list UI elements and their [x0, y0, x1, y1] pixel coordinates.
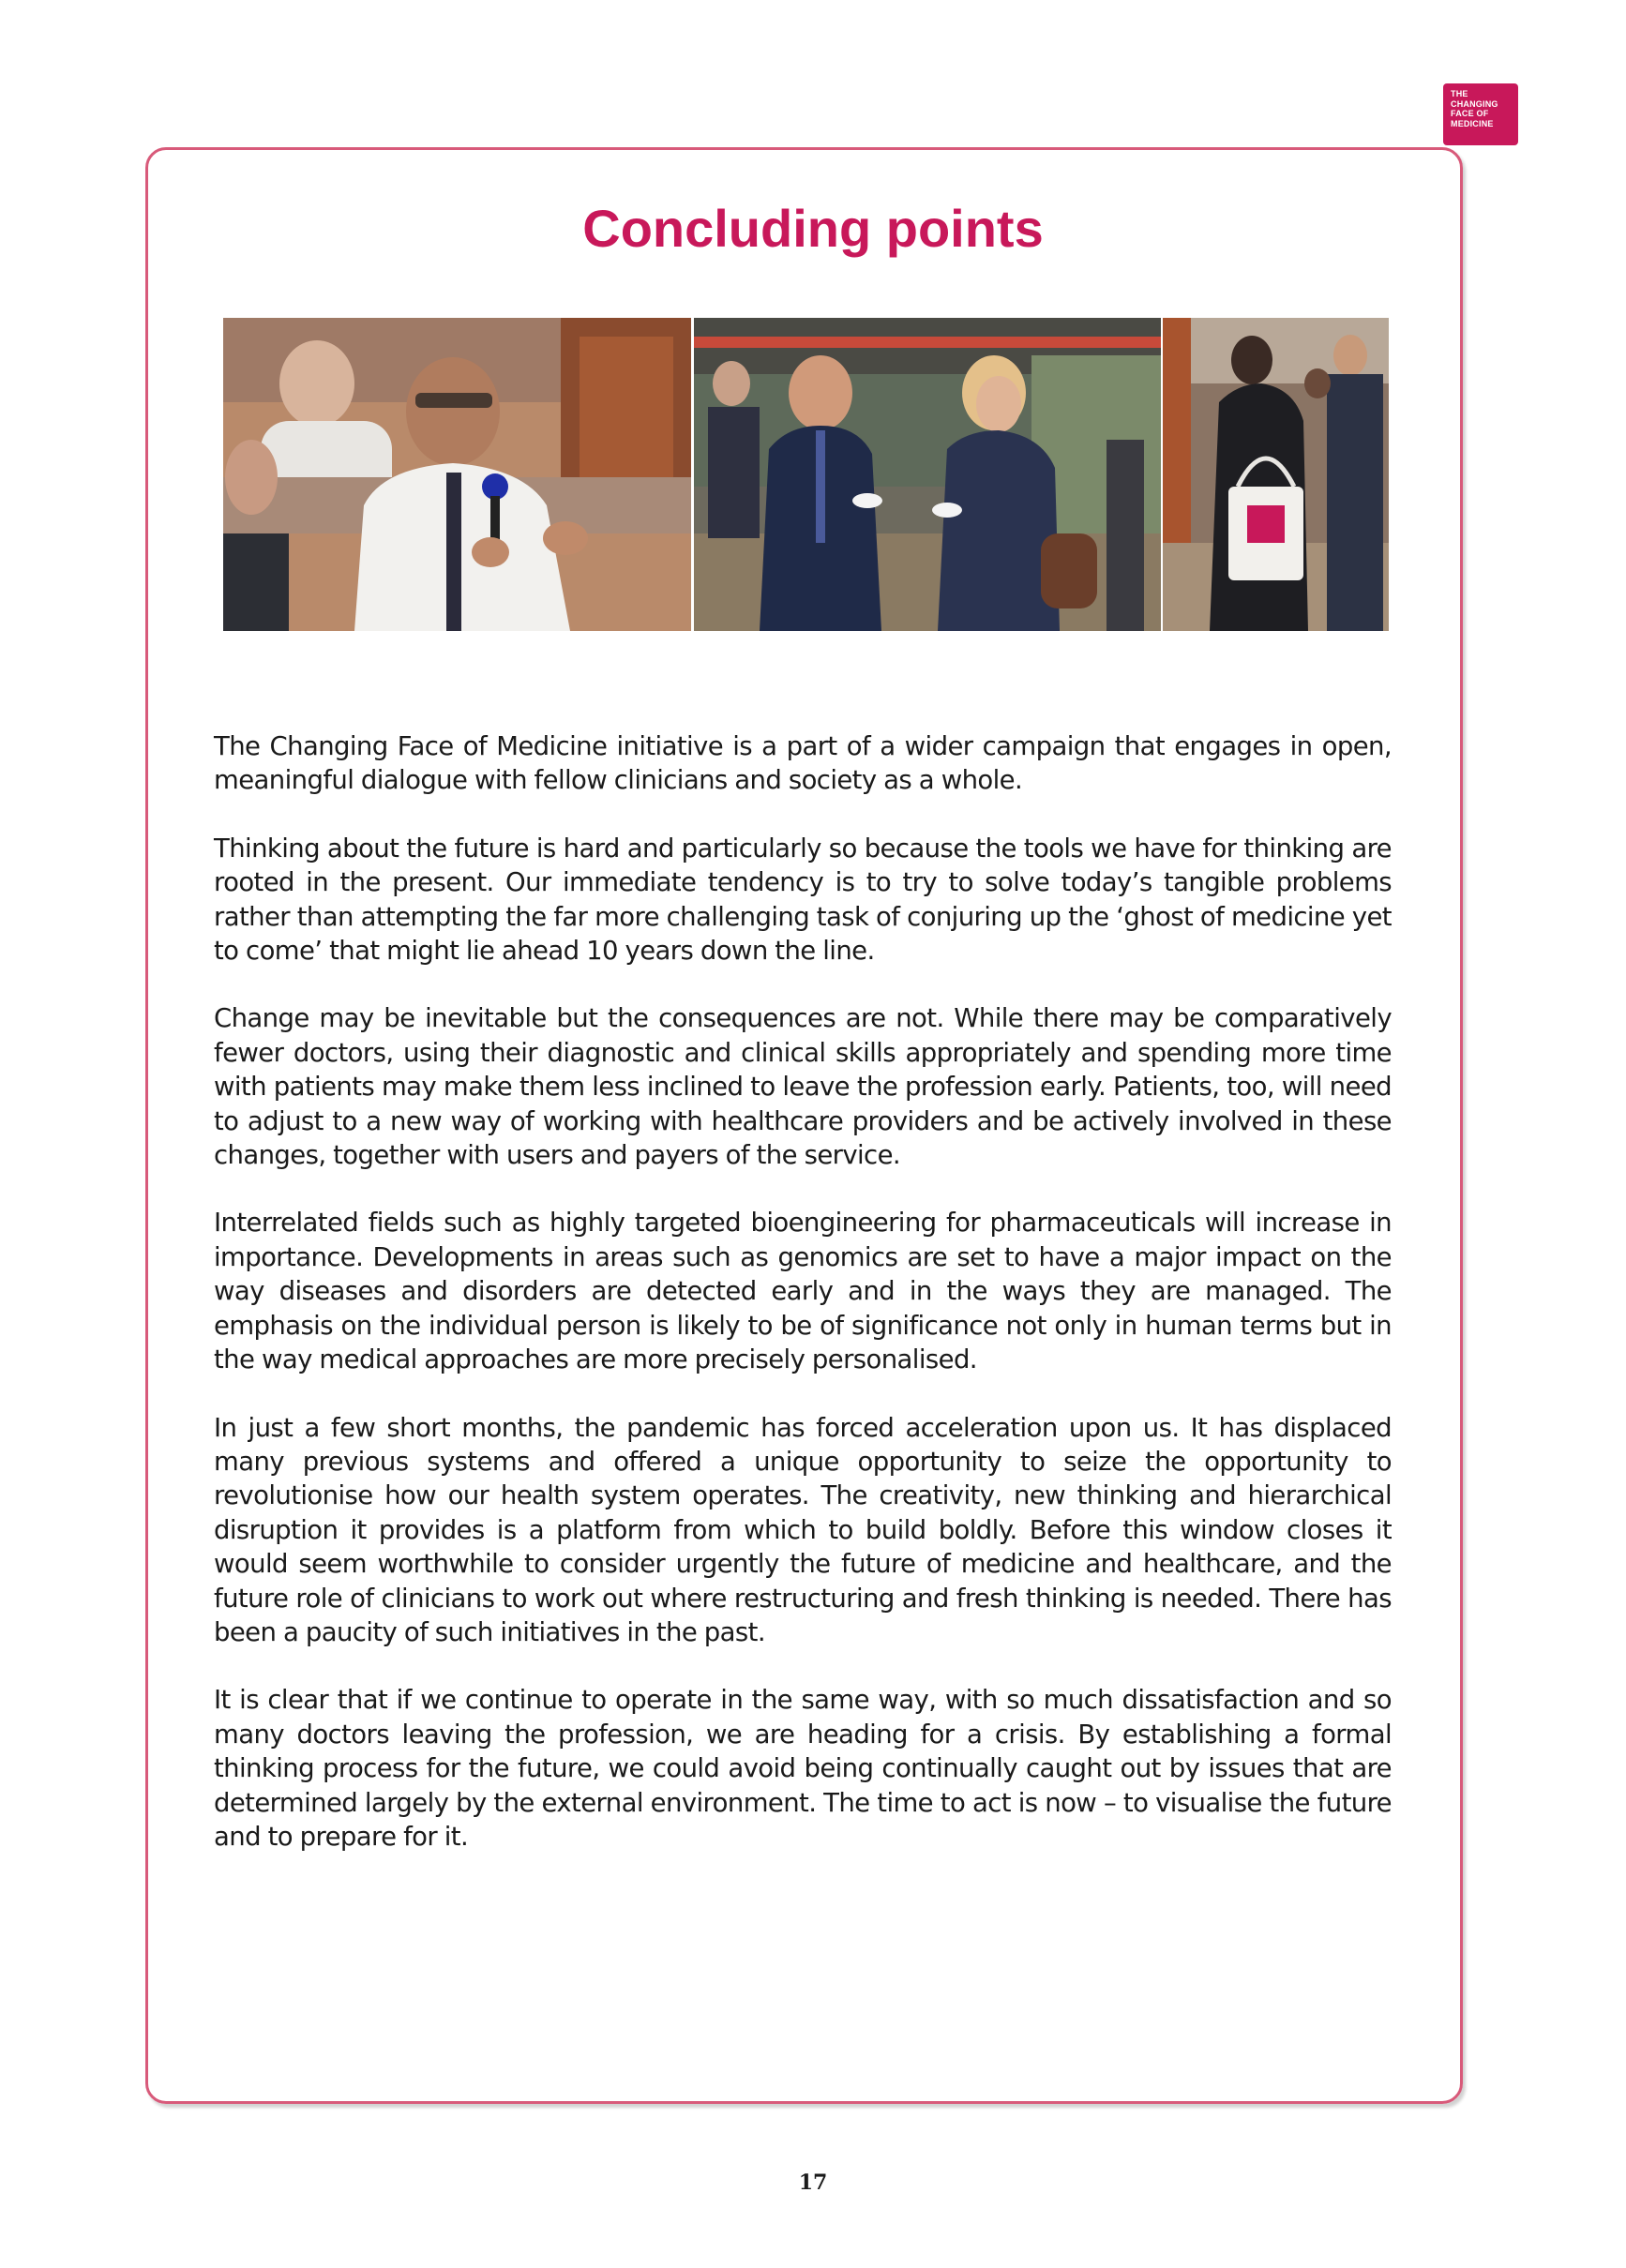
logo-line: MEDICINE: [1451, 118, 1494, 128]
paragraph: Change may be inevitable but the consequences are not. While there may be comparatively fewer doctors, using their diagnostic and clinical skills appropriately and spending more time with patients may make them less inclined to leave the profession early. Patients, too, will need to adjust to a new way of working with healthcare providers and be actively involved in these changes, together with users and payers of the service.: [214, 1003, 1392, 1171]
logo-line: THE: [1451, 89, 1468, 98]
attendees-with-tote-bag-photo: [1163, 318, 1389, 631]
networking-conversation-photo: [694, 318, 1161, 631]
paragraph: In just a few short months, the pandemic has forced acceleration upon us. It has displaced many previous systems and offered a unique opportunity to seize the opportunity to revolutionise how our health system operates. The creativity, new thinking and hierarchical disruption it provides is a platform from which to build boldly. Before this window closes it would seem worthwhile to consider urgently the future of medicine and healthcare, and the future role of clinicians to work out where restructuring and fresh thinking is needed. There has been a paucity of such initiatives in the past.: [214, 1412, 1392, 1647]
page-number: 17: [798, 2170, 828, 2195]
changing-face-of-medicine-logo: [1443, 83, 1518, 145]
logo-line: FACE OF: [1451, 109, 1489, 118]
paragraph: Thinking about the future is hard and particularly so because the tools we have for thinking are rooted in the present. Our immediate tendency is to try to solve today’s tangible problems rather than attempting the far more challenging task of conjuring up the ‘ghost of medicine yet to come’ that might lie ahead 10 years down the line.: [214, 833, 1392, 967]
body-text: [214, 729, 1392, 1887]
page-title: Concluding points: [582, 199, 1044, 258]
logo-line: CHANGING: [1451, 98, 1498, 109]
paragraph: It is clear that if we continue to operate in the same way, with so much dissatisfaction and so many doctors leaving the profession, we are heading for a crisis. By establishing a formal thinking process for the future, we could avoid being continually caught out by issues that are determined largely by the external environment. The time to act is now – to visualise the future and to prepare for it.: [214, 1685, 1392, 1852]
paragraph: The Changing Face of Medicine initiative is a part of a wider campaign that engages in open, meaningful dialogue with fellow clinicians and society as a whole.: [214, 731, 1392, 796]
speaker-with-microphone-photo: [223, 318, 691, 631]
paragraph: Interrelated fields such as highly targeted bioengineering for pharmaceuticals will increase in importance. Developments in areas such as genomics are set to have a major impact on the way diseases and disorders are detected early and in the ways they are managed. The emphasis on the individual person is likely to be of significance not only in human terms but in the way medical approaches are more precisely personalised.: [214, 1208, 1392, 1375]
